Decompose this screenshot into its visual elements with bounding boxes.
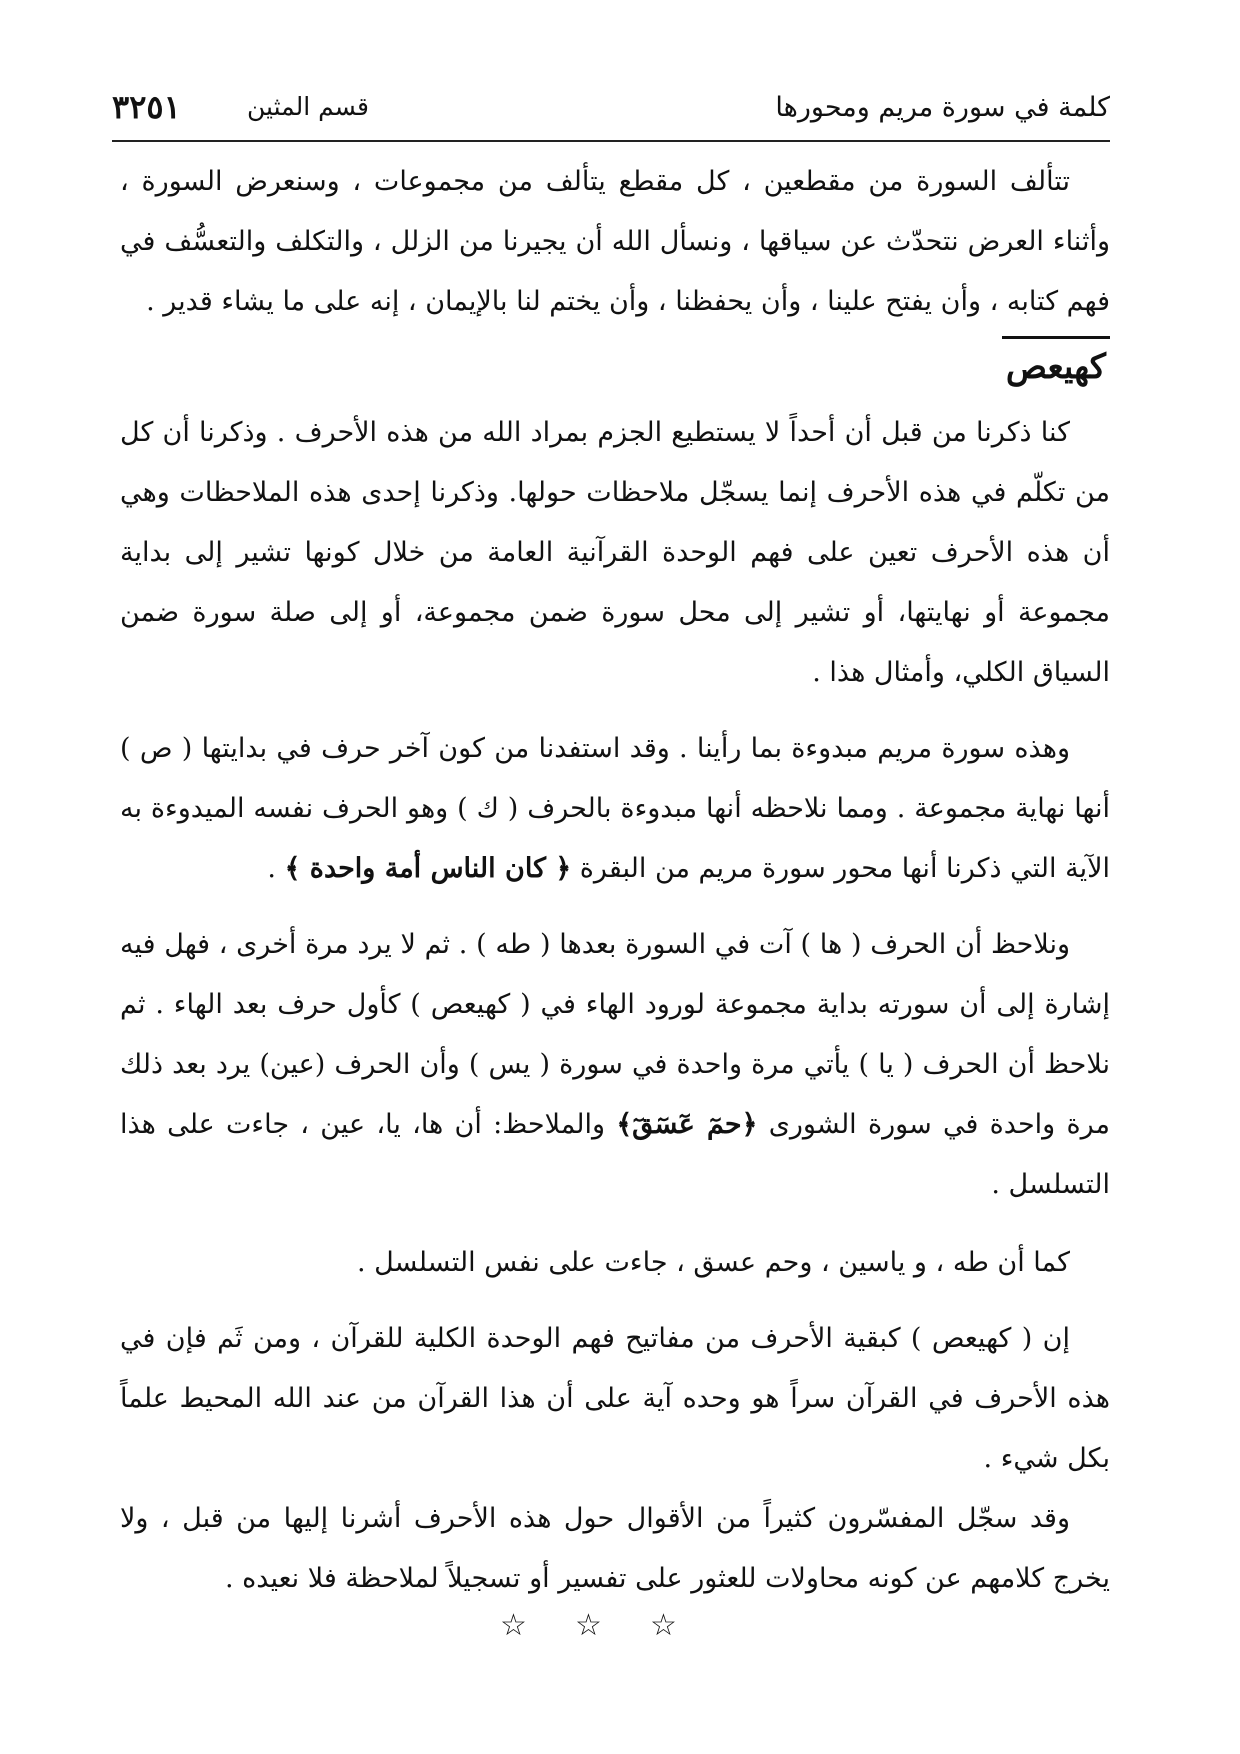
section-heading [120,336,1110,395]
section-name: قسم المثين [247,92,369,121]
paragraph-6: وقد سجّل المفسّرون كثيراً من الأقوال حول هذه الأحرف أشرنا إليها من قبل ، ولا يخرج كلامهم عن كونه محاولات للعثور على تفسير أو تسجيلاً لملاحظة فلا نعيده . [120,1503,1110,1594]
chapter-title: كلمة في سورة مريم ومحورها [775,92,1110,123]
paragraph-3 [120,915,1110,1215]
header-rule [112,140,1110,142]
main-text [120,152,1110,1609]
running-header [112,88,1110,136]
intro-paragraph: تتألف السورة من مقطعين ، كل مقطع يتألف من مجموعات ، وسنعرض السورة ، وأثناء العرض نتحدّث عن سياقها ، ونسأل الله أن يجيرنا من الزلل ، والتكلف والتعسُّف في فهم كتابه ، وأن يفتح علينا ، وأن يحفظنا ، وأن يختم لنا بالإيمان ، إنه على ما يشاء قدير . [120,166,1110,317]
star-icon: ☆ [650,1608,677,1643]
paragraph-3-end: والملاحظ: أن ها، يا، عين ، جاءت على هذا التسلسل . [120,1109,1110,1200]
heading-text: كهيعص [1002,336,1110,395]
paragraph-2-end: . [267,853,285,884]
page-number: ٣٢٥١ [112,88,181,126]
quran-quote: ﴿ كان الناس أمة واحدة ﴾ [284,853,572,884]
paragraph-2 [120,719,1110,899]
quran-quote-letters: ﴿حمٓ عٓسٓقٓ﴾ [616,1109,758,1140]
star-icon: ☆ [500,1608,527,1643]
paragraph-2-text: وهذه سورة مريم مبدوءة بما رأينا . وقد استفدنا من كون آخر حرف في بدايتها ( ص ) أنها نهاية مجموعة . ومما نلاحظه أنها مبدوءة بالحرف ( ك ) وهو الحرف نفسه الميدوءة به الآية التي ذكرنا أنها محور سورة مريم من البقرة [120,733,1110,884]
star-icon: ☆ [575,1608,602,1643]
paragraph-4: كما أن طه ، و ياسين ، وحم عسق ، جاءت على نفس التسلسل . [357,1247,1070,1278]
paragraph-5: إن ( كهيعص ) كبقية الأحرف من مفاتيح فهم الوحدة الكلية للقرآن ، ومن ثَم فإن في هذه الأحرف في القرآن سراً هو وحده آية على أن هذا القرآن من عند الله المحيط علماً بكل شيء . [120,1323,1110,1474]
paragraph-1: كنا ذكرنا من قبل أن أحداً لا يستطيع الجزم بمراد الله من هذه الأحرف . وذكرنا أن كل من تكلّم في هذه الأحرف إنما يسجّل ملاحظات حولها. وذكرنا إحدى هذه الملاحظات وهي أن هذه الأحرف تعين على فهم الوحدة القرآنية العامة من خلال كونها تشير إلى بداية مجموعة أو نهايتها، أو تشير إلى محل سورة ضمن مجموعة، أو إلى صلة سورة ضمن السياق الكلي، وأمثال هذا . [120,417,1110,688]
paragraph-3-text: ونلاحظ أن الحرف ( ها ) آت في السورة بعدها ( طه ) . ثم لا يرد مرة أخرى ، فهل فيه إشارة إلى أن سورته بداية مجموعة لورود الهاء في ( كهيعص ) كأول حرف بعد الهاء . ثم نلاحظ أن الحرف ( يا ) يأتي مرة واحدة في سورة ( يس ) وأن الحرف (عين) يرد بعد ذلك مرة واحدة في سورة الشورى [120,929,1110,1140]
